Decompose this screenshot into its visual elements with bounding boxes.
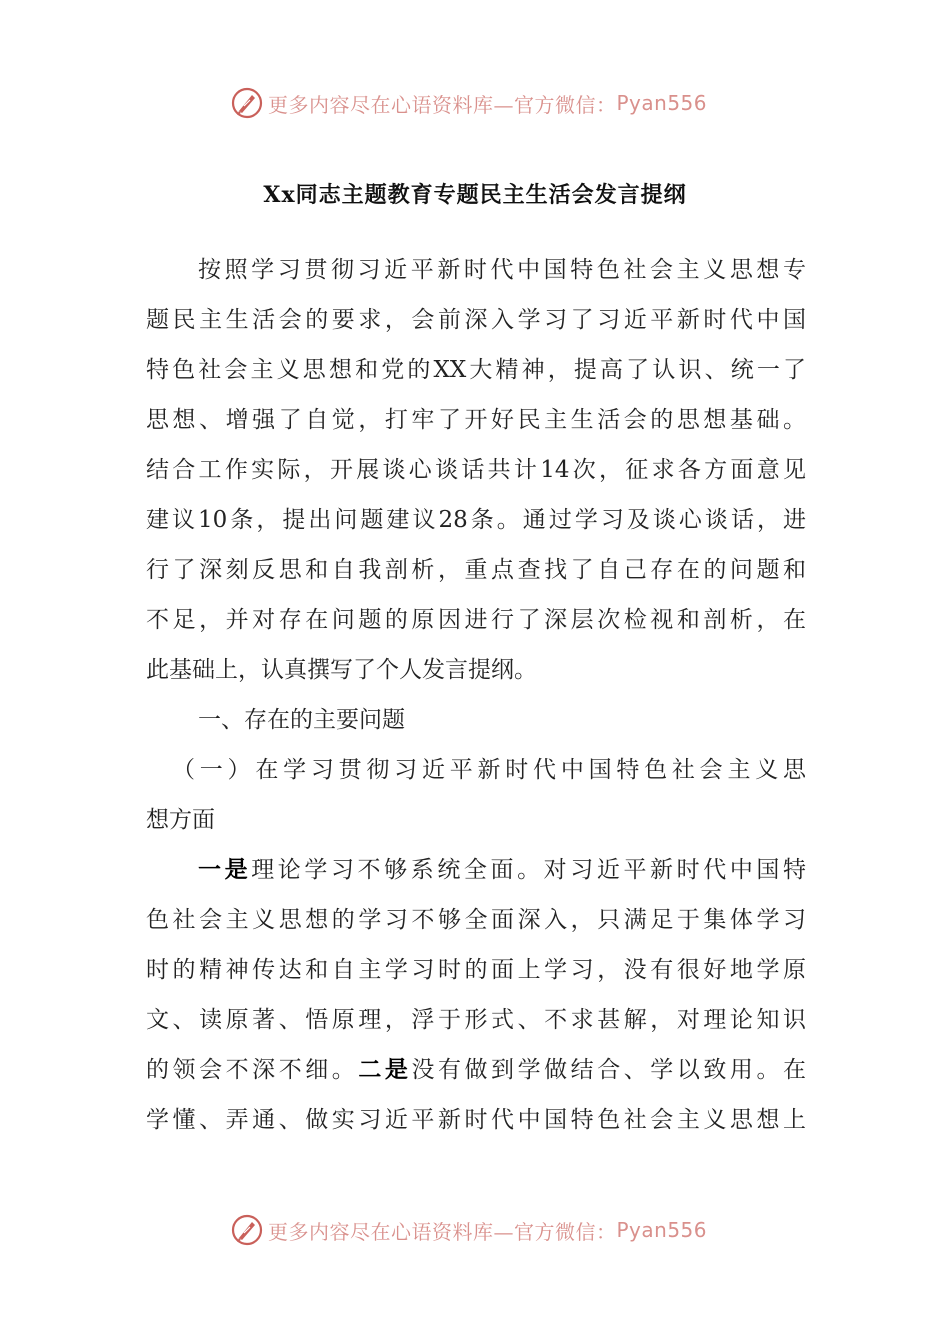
document-body <box>146 245 806 1145</box>
intro-line: 结合工作实际，开展谈心谈话共计14次，征求各方面意见 <box>146 457 806 483</box>
wechat-id: Pyan556 <box>616 1218 708 1242</box>
intro-line: 此基础上，认真撰写了个人发言提纲。 <box>146 657 537 683</box>
point-two-text: 没有做到学做结合、学以致用。在 <box>411 1057 807 1083</box>
paragraph-line: 学懂、弄通、做实习近平新时代中国特色社会主义思想上 <box>146 1107 806 1133</box>
quill-pen-logo-icon <box>230 86 264 120</box>
point-one-tail: 的领会不深不细。 <box>146 1057 359 1083</box>
intro-line: 行了深刻反思和自我剖析，重点查找了自己存在的问题和 <box>146 557 806 583</box>
point-one-label: 一是 <box>198 856 252 883</box>
banner-text: 更多内容尽在心语资料库—官方微信： <box>268 1219 617 1244</box>
point-two-label: 二是 <box>358 1056 412 1083</box>
paragraph-line <box>146 1045 806 1095</box>
header-banner <box>0 78 950 128</box>
paragraph-line: 文、读原著、悟原理，浮于形式、不求甚解，对理论知识 <box>146 1007 806 1033</box>
footer-banner-content <box>230 1205 707 1255</box>
footer-banner <box>0 1205 950 1255</box>
intro-line: 不足，并对存在问题的原因进行了深层次检视和剖析，在 <box>146 607 806 633</box>
intro-line: 按照学习贯彻习近平新时代中国特色社会主义思想专 <box>198 257 806 283</box>
subsection-heading-line: 想方面 <box>146 807 215 833</box>
banner-text: 更多内容尽在心语资料库—官方微信： <box>268 92 617 117</box>
quill-pen-logo-icon <box>230 1213 264 1247</box>
paragraph-line: 时的精神传达和自主学习时的面上学习，没有很好地学原 <box>146 957 806 983</box>
wechat-id: Pyan556 <box>616 91 708 115</box>
paragraph-line <box>146 845 806 895</box>
paragraph-line: 色社会主义思想的学习不够全面深入，只满足于集体学习 <box>146 907 806 933</box>
intro-line: 题民主生活会的要求，会前深入学习了习近平新时代中国 <box>146 307 806 333</box>
document-title: Xx同志主题教育专题民主生活会发言提纲 <box>263 182 687 208</box>
intro-line: 思想、增强了自觉，打牢了开好民主生活会的思想基础。 <box>146 407 806 433</box>
point-one-text: 理论学习不够系统全面。对习近平新时代中国特 <box>251 857 807 883</box>
intro-line: 特色社会主义思想和党的XX大精神，提高了认识、统一了 <box>146 357 806 383</box>
subsection-heading-line: （一）在学习贯彻习近平新时代中国特色社会主义思 <box>172 757 806 783</box>
section-heading: 一、存在的主要问题 <box>198 707 405 733</box>
header-banner-content <box>230 78 707 128</box>
intro-line: 建议10条，提出问题建议28条。通过学习及谈心谈话，进 <box>146 507 806 533</box>
